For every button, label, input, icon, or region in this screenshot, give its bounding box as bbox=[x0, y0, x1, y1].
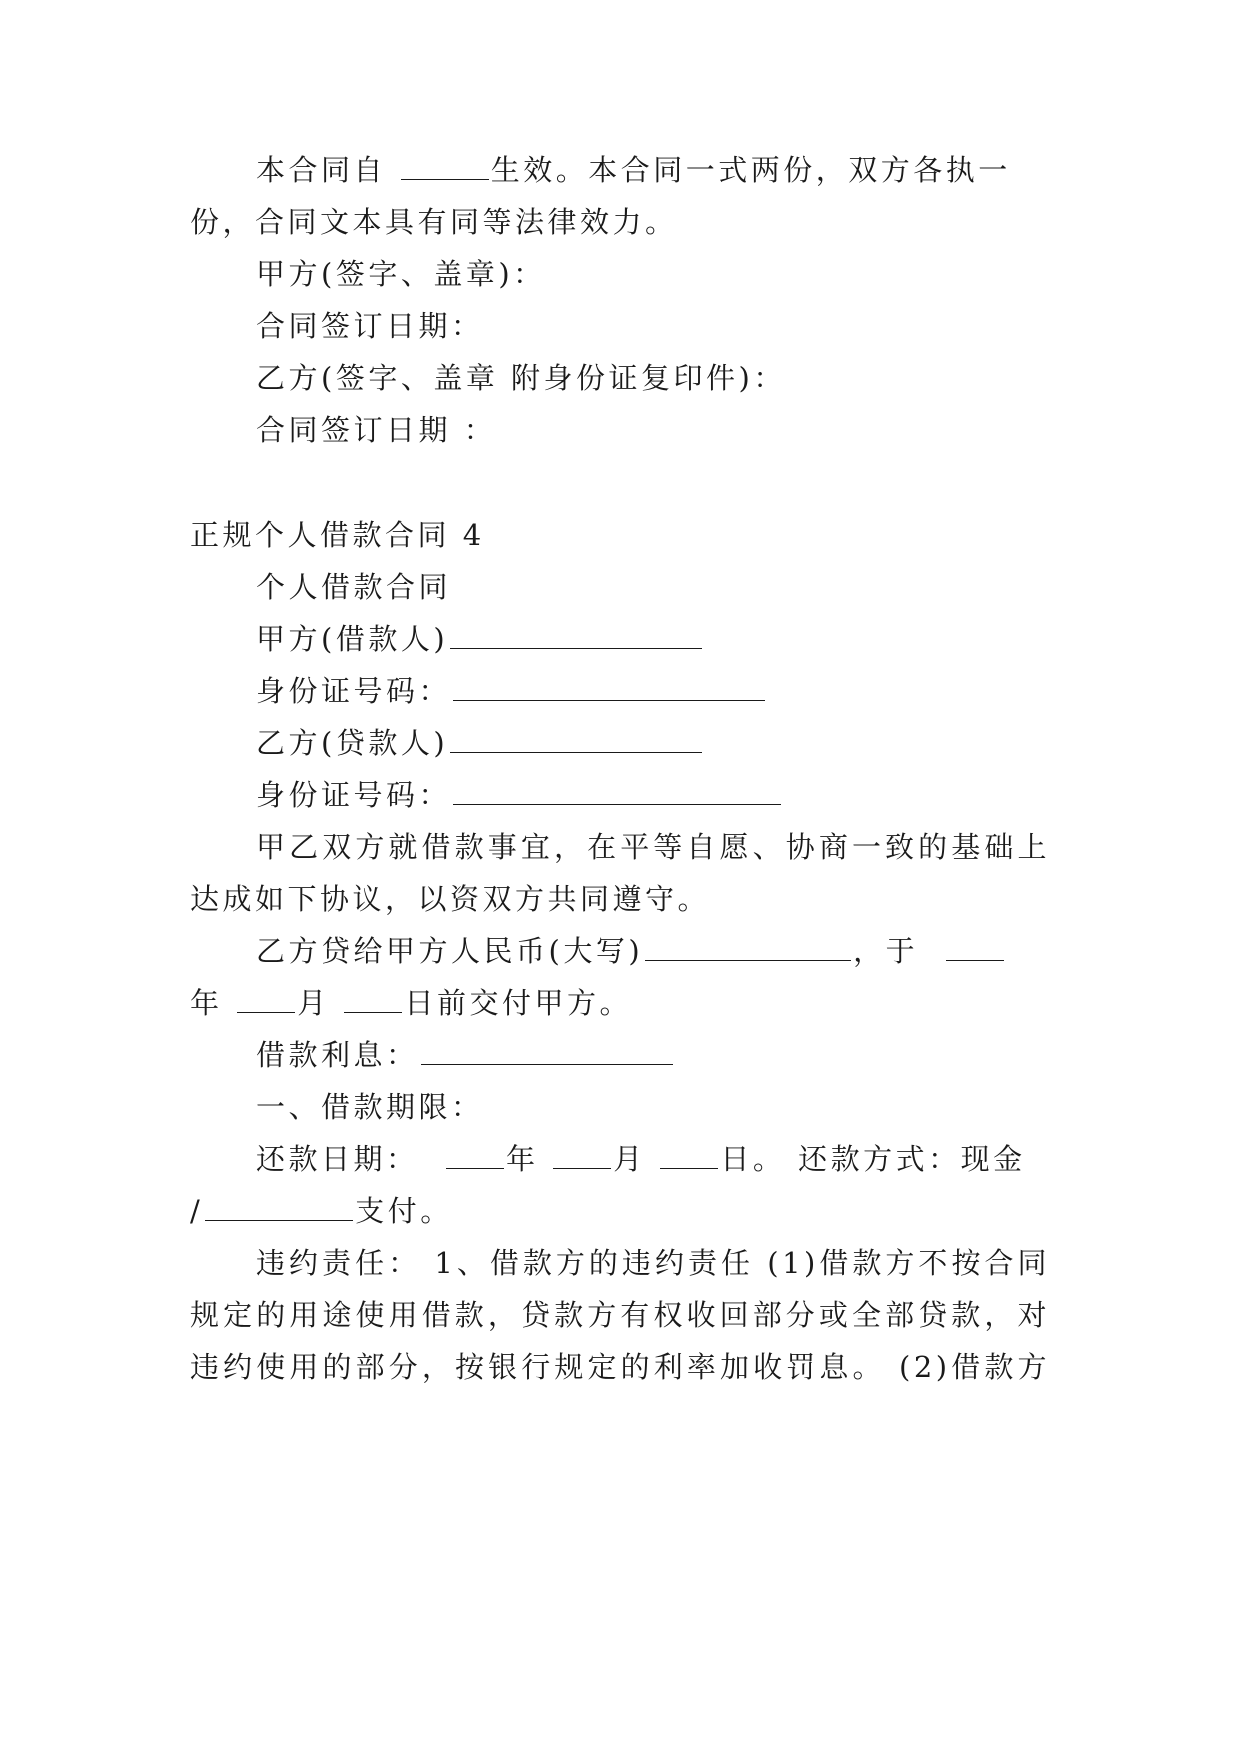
text: 支付。 bbox=[355, 1194, 453, 1228]
party-b-signature: 乙方(签字、盖章 附身份证复印件)： bbox=[256, 361, 786, 395]
text: 借款利息： bbox=[256, 1038, 419, 1072]
party-a-signature: 甲方(签字、盖章)： bbox=[256, 257, 546, 291]
text: 日。 还款方式：现金 bbox=[720, 1142, 1026, 1176]
repayment-line-1 bbox=[256, 1139, 1050, 1179]
term-heading: 一、借款期限： bbox=[256, 1090, 484, 1124]
year-blank bbox=[946, 934, 1004, 961]
text: 乙方(贷款人) bbox=[256, 726, 449, 760]
method-blank bbox=[205, 1194, 353, 1221]
text: ，于 bbox=[853, 934, 919, 968]
day-blank bbox=[660, 1142, 718, 1169]
contract-title: 个人借款合同 bbox=[256, 570, 452, 604]
borrower-blank bbox=[450, 622, 702, 649]
text: 甲方(借款人) bbox=[256, 622, 449, 656]
breach-line-3: 违约使用的部分，按银行规定的利率加收罚息。 (2)借款方 bbox=[190, 1350, 1050, 1384]
loan-amount-line-1 bbox=[256, 931, 1050, 971]
text: 生效。本合同一式两份，双方各执一 bbox=[490, 153, 1011, 187]
text: 年 bbox=[190, 986, 223, 1020]
text: 身份证号码： bbox=[256, 674, 452, 708]
borrower-id-line bbox=[256, 671, 1050, 711]
text: 还款日期： bbox=[256, 1142, 419, 1176]
year-blank bbox=[446, 1142, 504, 1169]
borrower-line bbox=[256, 619, 1050, 659]
text: 年 bbox=[505, 1142, 539, 1176]
agreement-line-2: 达成如下协议，以资双方共同遵守。 bbox=[190, 882, 711, 916]
text: 日前交付甲方。 bbox=[404, 986, 632, 1020]
effective-clause-line-1 bbox=[256, 150, 1050, 190]
interest-blank bbox=[421, 1038, 673, 1065]
agreement-line-1: 甲乙双方就借款事宜，在平等自愿、协商一致的基础上 bbox=[256, 830, 1050, 864]
text: 月 bbox=[297, 986, 330, 1020]
repayment-line-2 bbox=[190, 1191, 1050, 1231]
sign-date-2: 合同签订日期 ： bbox=[256, 413, 497, 447]
id-blank bbox=[453, 778, 781, 805]
text: 本合同自 bbox=[256, 153, 387, 187]
text: 月 bbox=[613, 1142, 646, 1176]
amount-blank bbox=[645, 934, 851, 961]
effective-clause-line-2: 份，合同文本具有同等法律效力。 bbox=[190, 205, 678, 239]
interest-line bbox=[256, 1035, 1050, 1075]
text: 乙方贷给甲方人民币(大写) bbox=[256, 934, 644, 968]
month-blank bbox=[553, 1142, 611, 1169]
text: / bbox=[190, 1194, 204, 1228]
breach-line-1: 违约责任： 1、借款方的违约责任 (1)借款方不按合同 bbox=[256, 1246, 1050, 1280]
day-blank bbox=[344, 986, 402, 1013]
lender-line bbox=[256, 723, 1050, 763]
blank-field bbox=[401, 153, 489, 180]
lender-id-line bbox=[256, 775, 1050, 815]
text: 身份证号码： bbox=[256, 778, 452, 812]
id-blank bbox=[453, 674, 765, 701]
sign-date-1: 合同签订日期： bbox=[256, 309, 484, 343]
lender-blank bbox=[450, 726, 702, 753]
breach-line-2: 规定的用途使用借款，贷款方有权收回部分或全部贷款，对 bbox=[190, 1298, 1050, 1332]
month-blank bbox=[237, 986, 295, 1013]
section-title: 正规个人借款合同 4 bbox=[190, 518, 485, 552]
loan-amount-line-2 bbox=[190, 983, 1050, 1023]
